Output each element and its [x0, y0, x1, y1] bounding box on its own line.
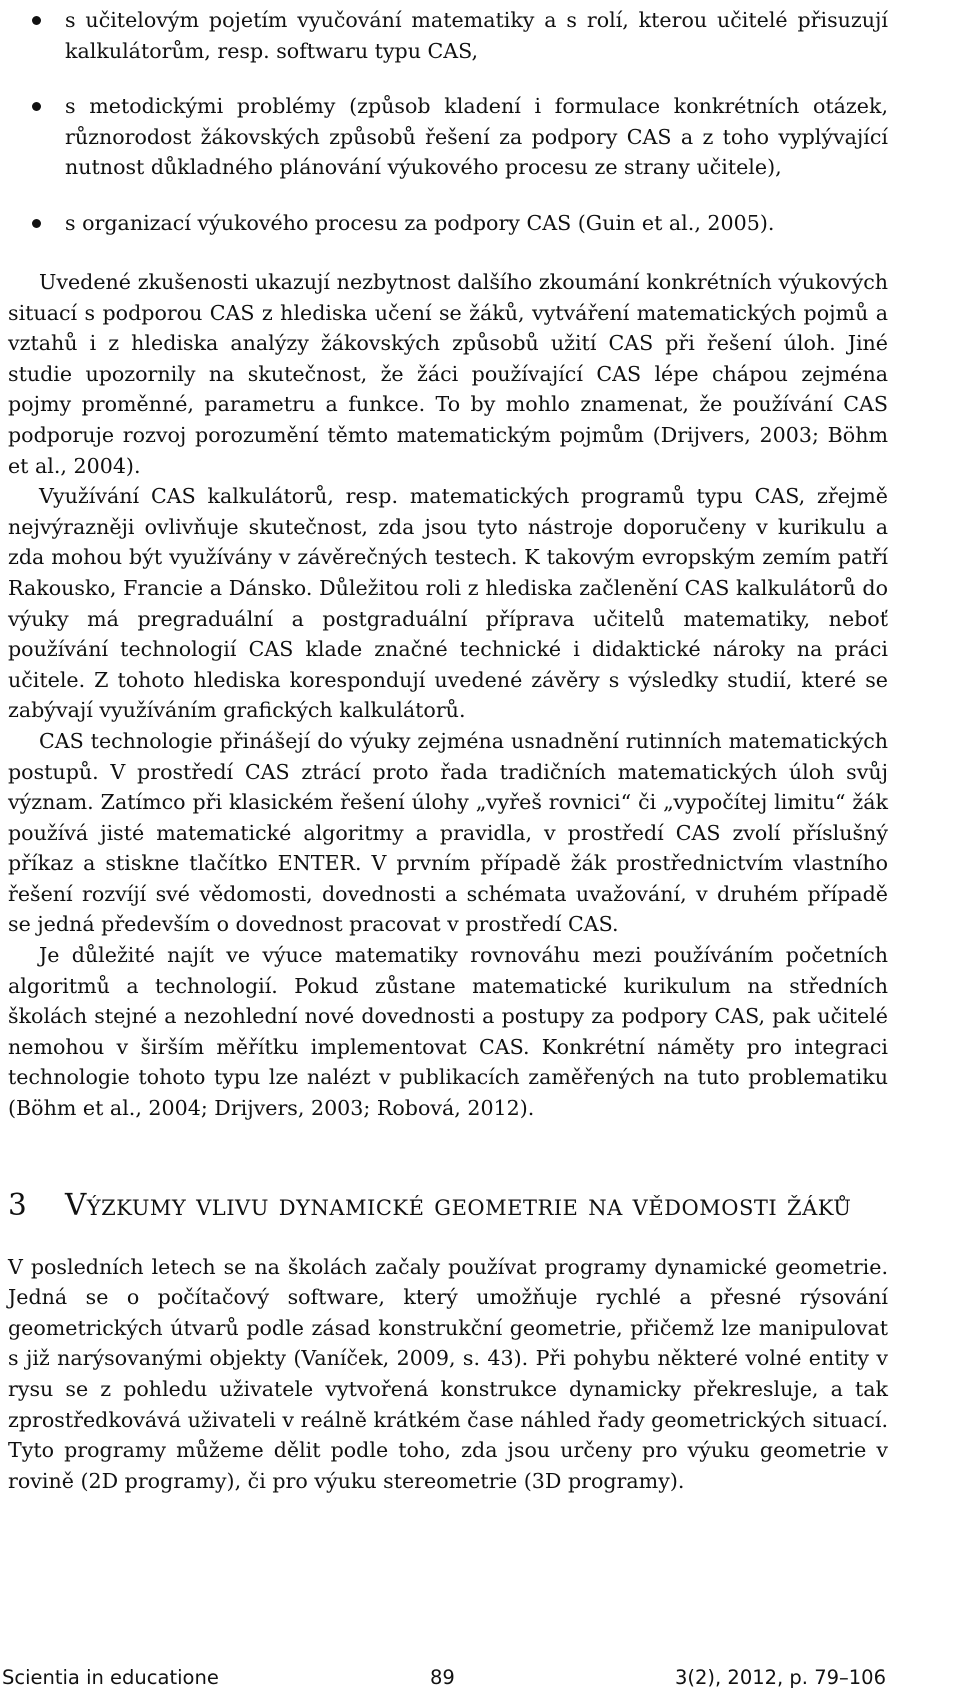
page-content — [8, 0, 888, 1496]
bullet-text: s metodickými problémy (způsob kladení i formulace konkrétních otázek, různorodost žákovských způsobů řešení za podpory CAS a z toho vyplývající nutnost důkladného plánování výukového procesu ze strany učitele), — [65, 94, 888, 179]
bullet-list — [8, 5, 888, 238]
bullet-item — [8, 5, 888, 66]
body-paragraph: Je důležité najít ve výuce matematiky rovnováhu mezi používáním početních algoritmů a technologií. Pokud zůstane matematické kurikulum na středních školách stejné a nezohlední nové dovednosti a postupy za podpory CAS, pak učitelé nemohou v širším měřítku implementovat CAS. Konkrétní náměty pro integraci technologie tohoto typu lze nalézt v publikacích zaměřených na tuto problematiku (Böhm et al., 2004; Drijvers, 2003; Robová, 2012). — [8, 943, 888, 1121]
bullet-text: s učitelovým pojetím vyučování matematiky a s rolí, kterou učitelé přisuzují kalkulátorům, resp. softwaru typu CAS, — [65, 8, 888, 63]
section-title: Výzkumy vlivu dynamické geometrie na vědomosti žáků — [65, 1187, 852, 1222]
bullet-icon — [32, 16, 41, 25]
bullet-item — [8, 91, 888, 183]
section-number: 3 — [8, 1187, 28, 1222]
bullet-text: s organizací výukového procesu za podpory CAS (Guin et al., 2005). — [65, 210, 775, 235]
footer-journal: Scientia in educatione — [2, 1666, 219, 1689]
bullet-icon — [32, 102, 41, 111]
body-paragraph: Uvedené zkušenosti ukazují nezbytnost dalšího zkoumání konkrétních výukových situací s podporou CAS z hlediska učení se žáků, vytváření matematických pojmů a vztahů i z hlediska analýzy žákovských způsobů užití CAS při řešení úloh. Jiné studie upozornily na skutečnost, že žáci používající CAS lépe chápou zejména pojmy proměnné, parametru a funkce. To by mohlo znamenat, že používání CAS podporuje rozvoj porozumění těmto matematickým pojmům (Drijvers, 2003; Böhm et al., 2004). — [8, 270, 888, 478]
body-paragraph: Využívání CAS kalkulátorů, resp. matematických programů typu CAS, zřejmě nejvýrazněji ovlivňuje skutečnost, zda jsou tyto nástroje doporučeny v kurikulu a zda mohou být využívány v závěrečných testech. K takovým evropským zemím patří Rakousko, Francie a Dánsko. Důležitou roli z hlediska začlenění CAS kalkulátorů do výuky má pregraduální a postgraduální příprava učitelů matematiky, neboť používání technologií CAS klade značné technické i didaktické nároky na práci učitele. Z tohoto hlediska korespondují uvedené závěry s výsledky studií, které se zabývají využíváním grafických kalkulátorů. — [8, 484, 888, 723]
section-paragraph: V posledních letech se na školách začaly používat programy dynamické geometrie. Jedná se o počítačový software, který umožňuje rychlé a přesné rýsování geometrických útvarů podle zásad konstrukční geometrie, přičemž lze manipulovat s již narýsovanými objekty (Vaníček, 2009, s. 43). Při pohybu některé volné entity v rysu se z pohledu uživatele vytvořená konstrukce dynamicky překresluje, a tak zprostředkovává uživateli v reálně krátkém čase náhled řady geometrických situací. Tyto programy můžeme dělit podle toho, zda jsou určeny pro výuku geometrie v rovině (2D programy), či pro výuku stereometrie (3D programy). — [8, 1254, 888, 1493]
bullet-icon — [32, 219, 41, 228]
footer-issue: 3(2), 2012, p. 79–106 — [674, 1666, 886, 1689]
bullet-item — [8, 208, 888, 239]
page-footer — [2, 1663, 886, 1693]
body-paragraph: CAS technologie přinášejí do výuky zejména usnadnění rutinních matematických postupů. V prostředí CAS ztrácí proto řada tradičních matematických úloh svůj význam. Zatímco při klasickém řešení úlohy „vyřeš rovnici“ či „vypočítej limitu“ žák používá jisté matematické algoritmy a pravidla, v prostředí CAS zvolí příslušný příkaz a stiskne tlačítko ENTER. V prvním případě žák prostřednictvím vlastního řešení rozvíjí své vědomosti, dovednosti a schémata uvažování, v druhém případě se jedná především o dovednost pracovat v prostředí CAS. — [8, 728, 888, 937]
footer-page-number: 89 — [430, 1666, 455, 1689]
section-heading — [8, 1182, 888, 1228]
